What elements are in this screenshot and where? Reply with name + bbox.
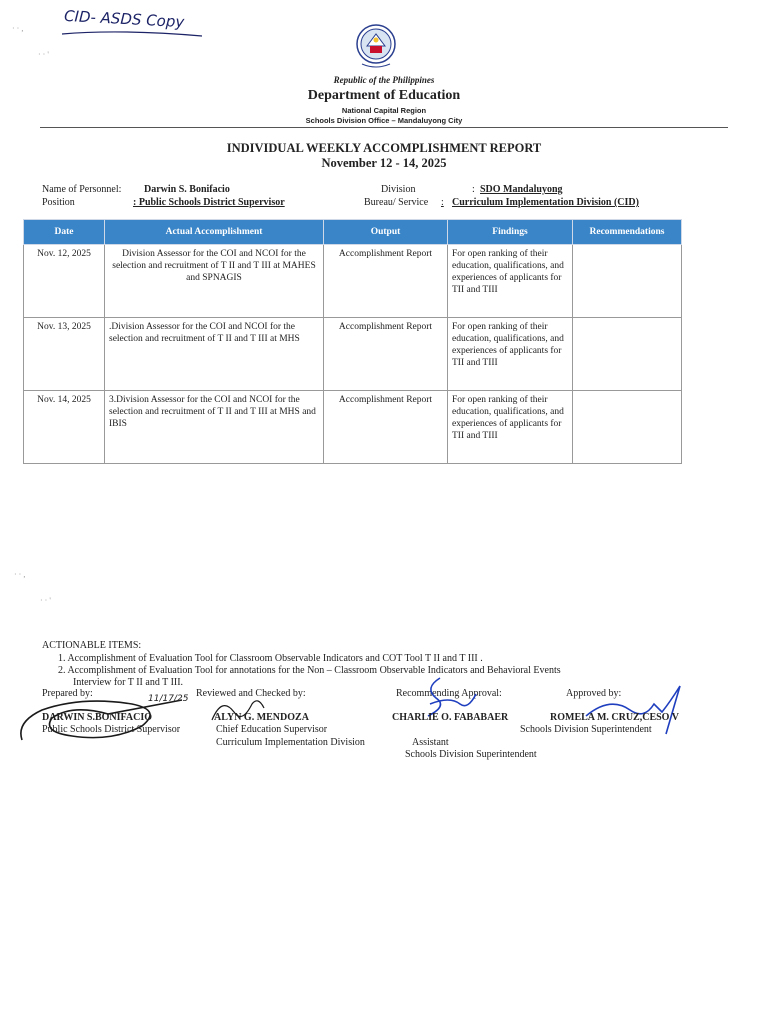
header-output: Output bbox=[324, 220, 448, 245]
header-recommendations: Recommendations bbox=[573, 220, 682, 245]
approved-name: ROMELA M. CRUZ,CESO V bbox=[550, 712, 679, 723]
actionable-item: 2. Accomplishment of Evaluation Tool for annotations for the Non – Classroom Observable Indicators and Behavioral Events bbox=[58, 665, 561, 676]
cell-recommendations bbox=[573, 245, 682, 318]
recommending-title: Assistant bbox=[412, 737, 449, 748]
prepared-title: Public Schools District Supervisor bbox=[42, 724, 181, 735]
department-name: Department of Education bbox=[307, 88, 461, 103]
cell-findings: For open ranking of their education, qualifications, and experiences of applicants for TII and TIII bbox=[448, 318, 573, 391]
cell-accomplishment: 3.Division Assessor for the COI and NCOI for the selection and recruitment of T II and T III at MHS and IBIS bbox=[105, 391, 324, 464]
prepared-name: DARWIN S.BONIFACIO bbox=[42, 712, 153, 723]
recommending-name: CHARLIE O. FABABAER bbox=[392, 712, 509, 723]
cell-output: Accomplishment Report bbox=[324, 318, 448, 391]
approved-label: Approved by: bbox=[566, 688, 622, 699]
cell-output: Accomplishment Report bbox=[324, 245, 448, 318]
actionable-item: 1. Accomplishment of Evaluation Tool for Classroom Observable Indicators and COT Tool T II and T III . bbox=[58, 653, 483, 664]
division-colon: : bbox=[472, 184, 475, 195]
scan-speck: · · , bbox=[12, 24, 24, 33]
approved-title: Schools Division Superintendent bbox=[520, 724, 652, 735]
actionable-item-continued: Interview for T II and T III. bbox=[73, 677, 184, 688]
prepared-date: 11/17/25 bbox=[148, 694, 189, 704]
division-label: Division bbox=[381, 184, 416, 195]
republic-line: Republic of the Philippines bbox=[333, 75, 435, 85]
cell-recommendations bbox=[573, 318, 682, 391]
scan-speck: · · ' bbox=[38, 50, 49, 59]
cell-date: Nov. 14, 2025 bbox=[24, 391, 105, 464]
cell-accomplishment: .Division Assessor for the COI and NCOI for the selection and recruitment of T II and T III at MHS bbox=[105, 318, 324, 391]
table-row bbox=[24, 391, 682, 464]
personnel-name: Darwin S. Bonifacio bbox=[144, 184, 230, 195]
table-row bbox=[24, 245, 682, 318]
division-value: SDO Mandaluyong bbox=[480, 184, 563, 195]
cell-recommendations bbox=[573, 391, 682, 464]
office-line: Schools Division Office – Mandaluyong City bbox=[305, 116, 463, 125]
reviewed-label: Reviewed and Checked by: bbox=[196, 688, 306, 699]
position-label: Position bbox=[42, 197, 75, 208]
recommending-label: Recommending Approval: bbox=[396, 688, 502, 699]
header-accomplishment: Actual Accomplishment bbox=[105, 220, 324, 245]
deped-seal-icon bbox=[356, 24, 396, 70]
reviewed-unit: Curriculum Implementation Division bbox=[216, 737, 365, 748]
cell-findings: For open ranking of their education, qualifications, and experiences of applicants for TII and TIII bbox=[448, 245, 573, 318]
personnel-position: : Public Schools District Supervisor bbox=[133, 197, 285, 208]
recommending-title-2: Schools Division Superintendent bbox=[405, 749, 537, 760]
accomplishment-table bbox=[23, 219, 682, 464]
header-date: Date bbox=[24, 220, 105, 245]
name-label: Name of Personnel: bbox=[42, 184, 122, 195]
actionable-heading: ACTIONABLE ITEMS: bbox=[42, 640, 142, 651]
report-period: November 12 - 14, 2025 bbox=[321, 156, 447, 170]
report-title: INDIVIDUAL WEEKLY ACCOMPLISHMENT REPORT bbox=[226, 141, 542, 155]
header-divider bbox=[40, 127, 728, 128]
cell-findings: For open ranking of their education, qualifications, and experiences of applicants for TII and TIII bbox=[448, 391, 573, 464]
scan-speck: · · ' bbox=[40, 596, 51, 605]
bureau-value: Curriculum Implementation Division (CID) bbox=[452, 197, 639, 208]
table-header-row bbox=[24, 220, 682, 245]
handwritten-note: CID- ASDS Copy bbox=[63, 6, 185, 32]
table-row bbox=[24, 318, 682, 391]
cell-date: Nov. 12, 2025 bbox=[24, 245, 105, 318]
scan-speck: · · , bbox=[14, 570, 26, 579]
prepared-label: Prepared by: bbox=[42, 688, 93, 699]
handwritten-underline bbox=[60, 26, 205, 40]
bureau-colon: : bbox=[441, 197, 444, 208]
header-findings: Findings bbox=[448, 220, 573, 245]
reviewed-name: ALYN G. MENDOZA bbox=[214, 712, 309, 723]
bureau-label: Bureau/ Service bbox=[364, 197, 429, 208]
cell-accomplishment: Division Assessor for the COI and NCOI for the selection and recruitment of T II and T III at MAHES and SPNAGIS bbox=[105, 245, 324, 318]
region-line: National Capital Region bbox=[341, 106, 427, 115]
cell-date: Nov. 13, 2025 bbox=[24, 318, 105, 391]
cell-output: Accomplishment Report bbox=[324, 391, 448, 464]
reviewed-title: Chief Education Supervisor bbox=[216, 724, 328, 735]
